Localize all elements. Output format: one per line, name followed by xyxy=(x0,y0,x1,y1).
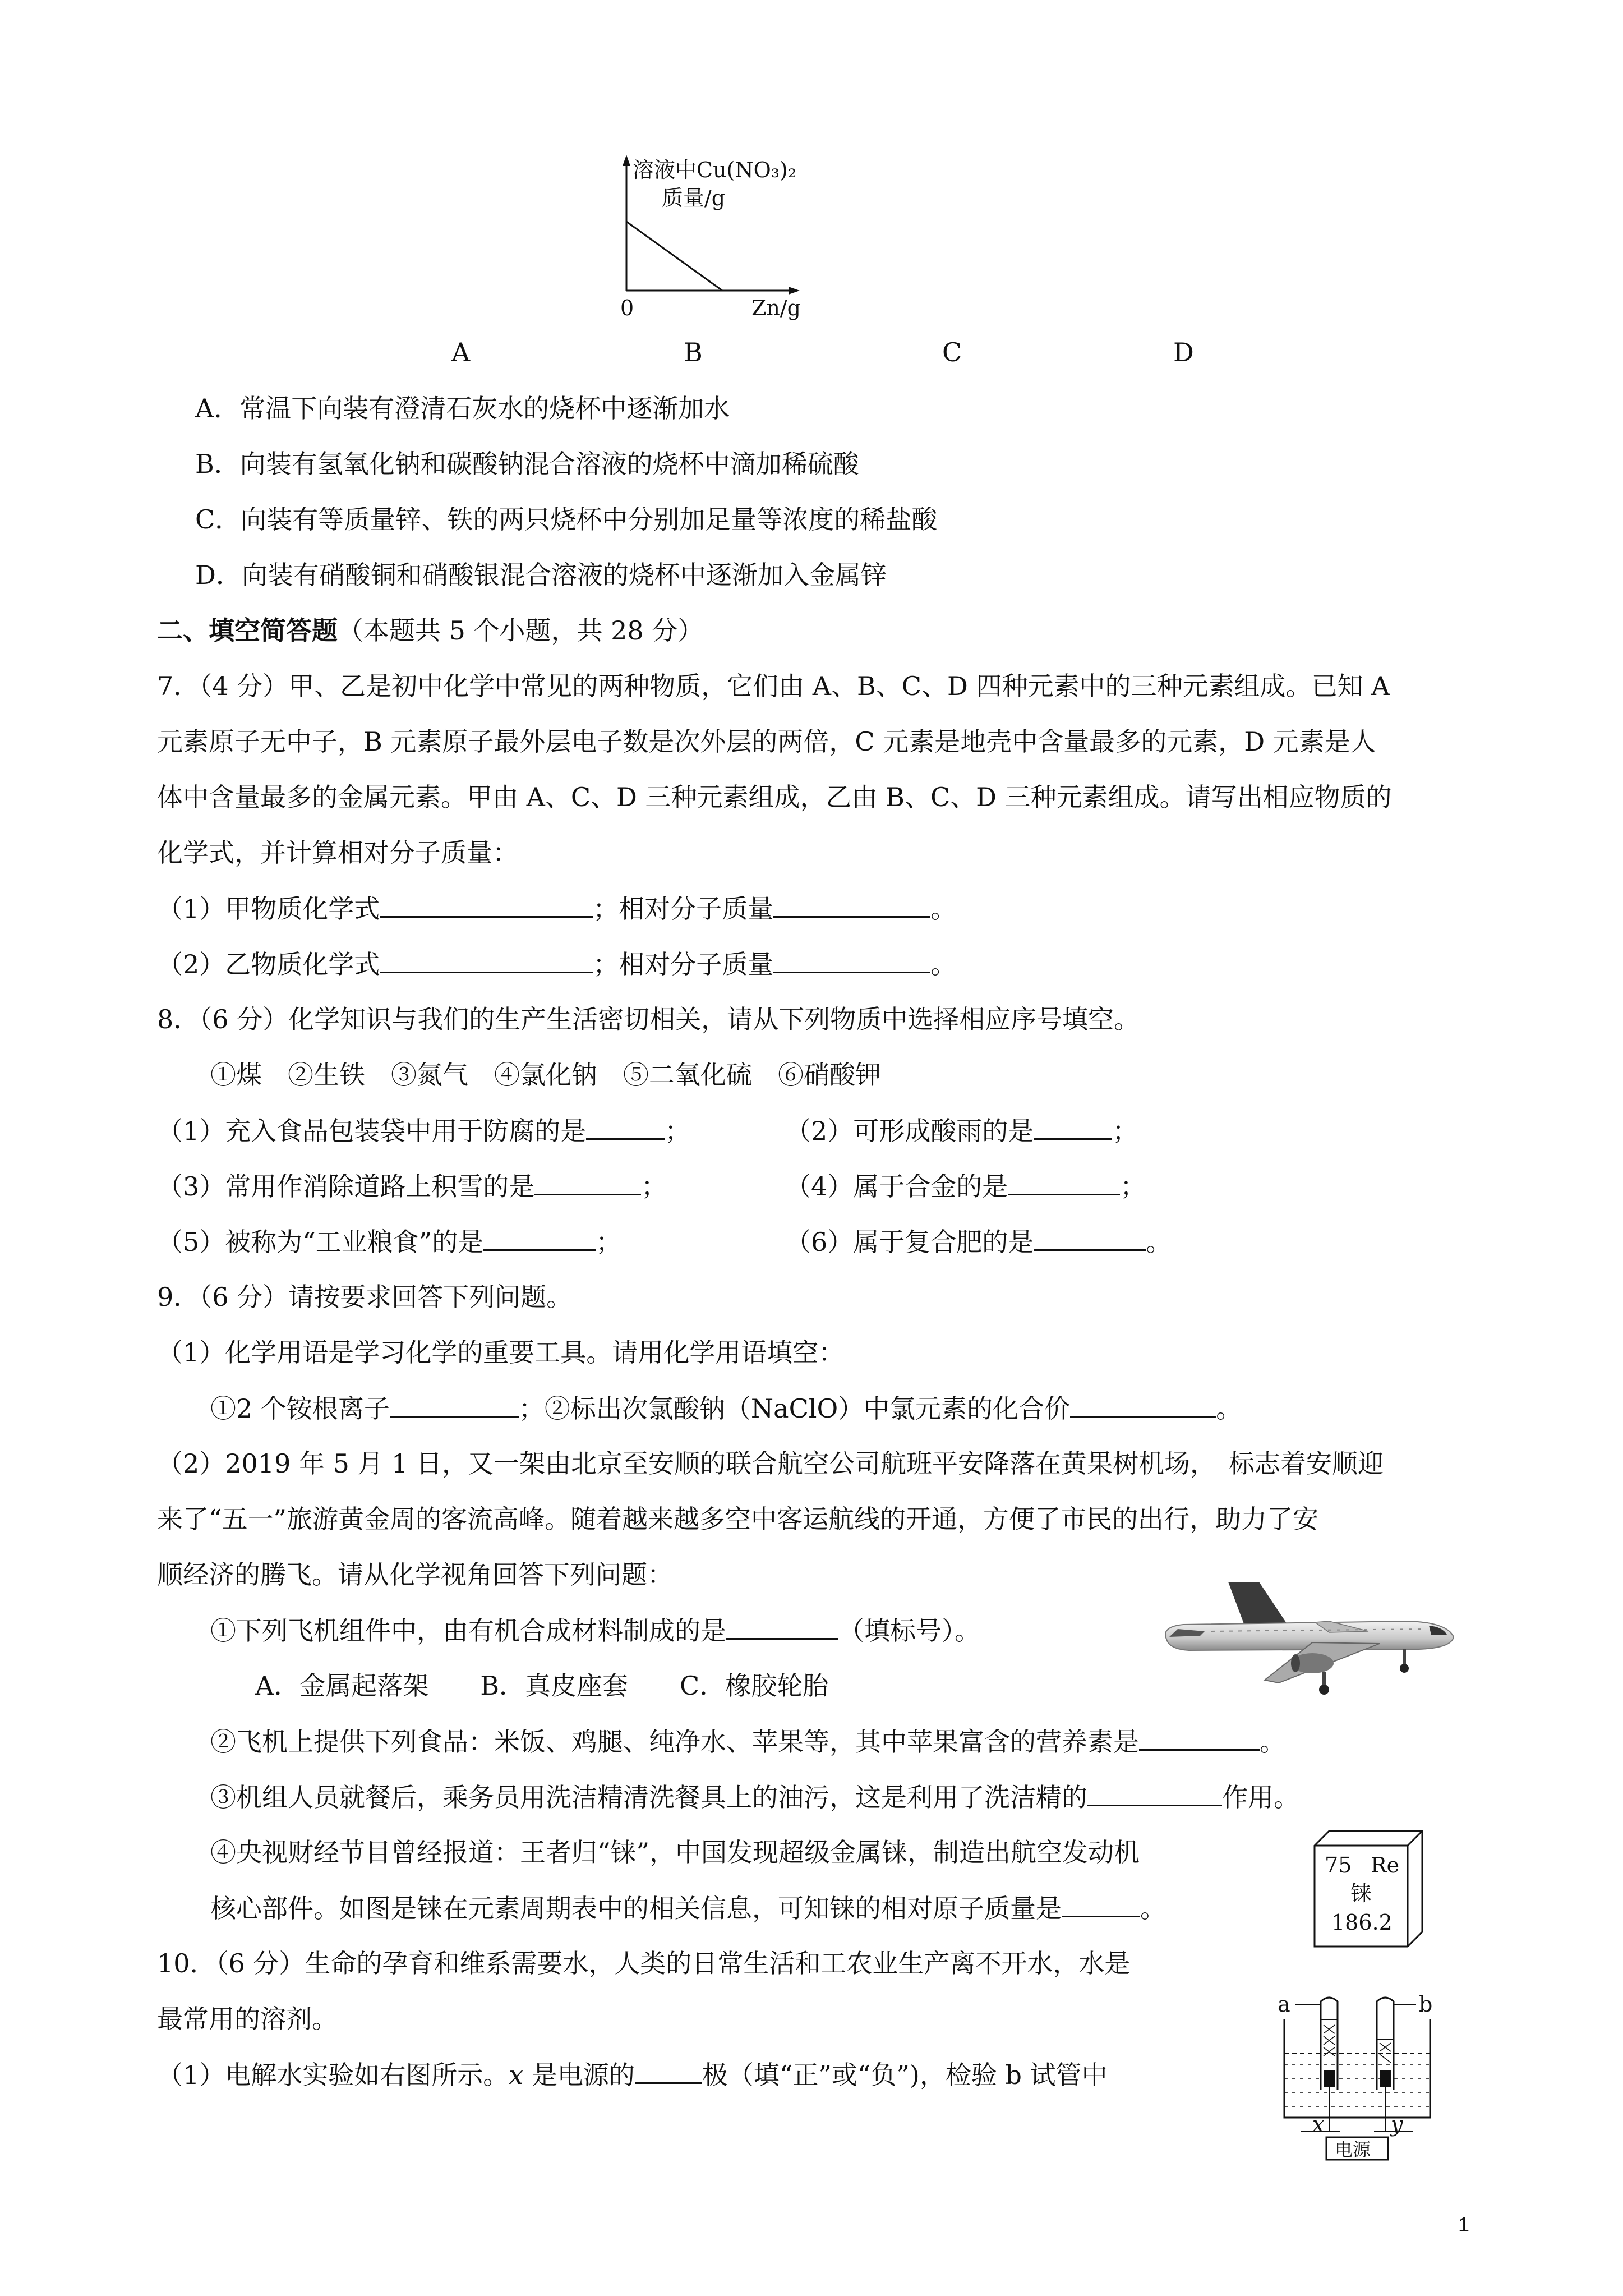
q9-p4-blank[interactable] xyxy=(1062,1891,1140,1917)
q9-p4-line-1: ④央视财经节目曾经报道：王者归“铼”，中国发现超级金属铼，制造出航空发动机 xyxy=(210,1837,1140,1867)
q8-item-6-blank[interactable] xyxy=(1034,1225,1146,1251)
q10-sub1-text-c: 极（填“正”或“负”)，检验 b 试管中 xyxy=(702,2060,1108,2090)
q8-item-2 xyxy=(785,1114,1138,1148)
airplane-image xyxy=(1144,1571,1458,1700)
q9-p3-text: ③机组人员就餐后，乘务员用洗洁精清洗餐具上的油污，这是利用了洗洁精的 xyxy=(210,1782,1087,1812)
q8-line-1: 8．（6 分）化学知识与我们的生产生活密切相关，请从下列物质中选择相应序号填空。 xyxy=(157,1004,1140,1034)
electrolysis-label-a: a xyxy=(1278,1992,1290,2017)
q9-p2-end: 。 xyxy=(1260,1727,1285,1757)
q7-line-1: 7．（4 分）甲、乙是初中化学中常见的两种物质，它们由 A、B、C、D 四种元素中的三种元素组成。已知 A xyxy=(157,671,1390,701)
q9-p1-text: ①下列飞机组件中，由有机合成材料制成的是 xyxy=(210,1616,726,1646)
q7-sub1-formula-blank[interactable] xyxy=(380,891,593,918)
element-mass: 186.2 xyxy=(1331,1910,1393,1935)
section2-title: 二、填空简答题 xyxy=(157,615,338,646)
q9-p2-text: ②飞机上提供下列食品：米饭、鸡腿、纯净水、苹果等，其中苹果富含的营养素是 xyxy=(210,1727,1139,1757)
q10-sub1-x: x xyxy=(509,2060,524,2090)
graph-b-line xyxy=(626,222,722,291)
option-letter-a: A xyxy=(451,337,471,367)
q8-item-5-text: （5）被称为“工业粮食”的是 xyxy=(157,1227,484,1257)
page-number: 1 xyxy=(1458,2213,1470,2236)
graph-b-origin: 0 xyxy=(620,296,634,320)
q9-p1-end: （填标号）。 xyxy=(838,1616,980,1646)
q7-sub1-formula-label: （1）甲物质化学式 xyxy=(157,894,380,924)
q9-p2-blank[interactable] xyxy=(1139,1724,1260,1751)
q7-line-3: 体中含量最多的金属元素。甲由 A、C、D 三种元素组成，乙由 B、C、D 三种元素组成。请写出相应物质的 xyxy=(157,782,1392,812)
q9-p3-end: 作用。 xyxy=(1222,1782,1299,1812)
q7-sub2-end: 。 xyxy=(930,949,957,979)
q8-item-6-end: 。 xyxy=(1146,1227,1172,1257)
q10-sub1-text-a: （1）电解水实验如右图所示。 xyxy=(157,2060,509,2090)
section2-heading xyxy=(157,614,703,647)
q9-p3 xyxy=(210,1780,1299,1814)
q10-line-2: 最常用的溶剂。 xyxy=(157,2004,338,2034)
element-atomic-number: 75 xyxy=(1325,1853,1352,1878)
q9-p4-line-2-text: 核心部件。如图是铼在元素周期表中的相关信息，可知铼的相对原子质量是 xyxy=(210,1893,1062,1924)
q6-option-a: A．常温下向装有澄清石灰水的烧杯中逐渐加水 xyxy=(195,393,730,424)
q8-item-1 xyxy=(157,1114,690,1148)
graph-b-y-label-line1: 溶液中Cu(NO₃)₂ xyxy=(633,158,797,182)
element-name: 铼 xyxy=(1350,1881,1372,1906)
option-letter-d: D xyxy=(1173,337,1194,367)
q9-sub1: （1）化学用语是学习化学的重要工具。请用化学用语填空： xyxy=(157,1337,845,1368)
q9-p4-line-2 xyxy=(210,1891,1166,1925)
q9-sub1-b-text: ；②标出次氯酸钠（NaClO）中氯元素的化合价 xyxy=(518,1393,1071,1424)
q8-item-6-text: （6）属于复合肥的是 xyxy=(785,1227,1034,1257)
graph-b-y-label-line2: 质量/g xyxy=(662,186,726,210)
q9-p4-end: 。 xyxy=(1140,1893,1166,1924)
q9-sub1-a-blank[interactable] xyxy=(390,1391,519,1418)
q9-sub2-line-3: 顺经济的腾飞。请从化学视角回答下列问题： xyxy=(157,1559,673,1590)
q9-sub2-line-1: （2）2019 年 5 月 1 日，又一架由北京至安顺的联合航空公司航班平安降落在黄果树机场， 标志着安顺迎 xyxy=(157,1448,1384,1479)
q9-line-1: 9．（6 分）请按要求回答下列问题。 xyxy=(157,1282,573,1312)
q9-p3-blank[interactable] xyxy=(1087,1780,1222,1806)
q7-sub1-mass-label: ；相对分子质量 xyxy=(593,894,774,924)
q10-line-1: 10．（6 分）生命的孕育和维系需要水，人类的日常生活和工农业生产离不开水，水是 xyxy=(157,1948,1131,1978)
q7-line-4: 化学式，并计算相对分子质量： xyxy=(157,838,518,868)
q8-item-4-end: ； xyxy=(1120,1171,1146,1202)
graph-b-x-label: Zn/g xyxy=(751,296,801,320)
q8-item-3-end: ； xyxy=(641,1171,667,1202)
element-card xyxy=(1312,1829,1424,1949)
electrolysis-power-label: 电源 xyxy=(1335,2139,1371,2160)
q8-item-4-text: （4）属于合金的是 xyxy=(785,1171,1008,1202)
q8-item-2-blank[interactable] xyxy=(1034,1114,1112,1140)
option-letter-b: B xyxy=(684,337,703,367)
q9-sub1-a-text: ①2 个铵根离子 xyxy=(210,1393,390,1424)
q9-p1 xyxy=(210,1613,980,1648)
option-letter-c: C xyxy=(942,337,962,367)
q8-item-4-blank[interactable] xyxy=(1008,1169,1120,1195)
q7-line-2: 元素原子无中子，B 元素原子最外层电子数是次外层的两倍，C 元素是地壳中含量最多的元素，D 元素是人 xyxy=(157,726,1376,757)
q10-sub1 xyxy=(157,2058,1108,2092)
graph-b-x-arrow xyxy=(789,287,800,295)
q7-sub2-mass-label: ；相对分子质量 xyxy=(593,949,774,979)
electrolysis-label-b: b xyxy=(1419,1992,1433,2017)
q7-sub1-end: 。 xyxy=(930,894,957,924)
q10-sub1-blank[interactable] xyxy=(635,2058,702,2084)
q9-p2 xyxy=(210,1724,1285,1759)
q9-p1-blank[interactable] xyxy=(726,1613,838,1640)
q8-item-5-blank[interactable] xyxy=(483,1225,596,1251)
q8-item-3-blank[interactable] xyxy=(534,1169,641,1195)
q6-option-c: C．向装有等质量锌、铁的两只烧杯中分别加足量等浓度的稀盐酸 xyxy=(195,504,938,535)
q9-p1-choices: A．金属起落架 B．真皮座套 C．橡胶轮胎 xyxy=(255,1671,829,1701)
q8-item-2-text: （2）可形成酸雨的是 xyxy=(785,1116,1034,1146)
q9-sub1-end: 。 xyxy=(1216,1393,1242,1424)
section2-note: （本题共 5 个小题，共 28 分） xyxy=(338,615,704,646)
q8-item-1-blank[interactable] xyxy=(586,1114,665,1140)
q6-option-b: B．向装有氢氧化钠和碳酸钠混合溶液的烧杯中滴加稀硫酸 xyxy=(195,449,859,479)
q8-item-2-end: ； xyxy=(1112,1116,1138,1146)
electrolysis-label-x: x xyxy=(1312,2112,1325,2137)
q8-item-4 xyxy=(785,1169,1146,1203)
graph-b-y-arrow xyxy=(623,155,630,166)
q8-item-1-text: （1）充入食品包装袋中用于防腐的是 xyxy=(157,1116,587,1146)
q8-item-1-end: ； xyxy=(665,1116,691,1146)
q10-sub1-text-b: 是电源的 xyxy=(523,2060,635,2090)
q9-sub1-b-blank[interactable] xyxy=(1070,1391,1216,1418)
q7-sub2-mass-blank[interactable] xyxy=(773,947,930,973)
q7-sub2-formula-blank[interactable] xyxy=(380,947,593,973)
element-symbol: Re xyxy=(1371,1853,1400,1878)
q7-sub2-formula-label: （2）乙物质化学式 xyxy=(157,949,380,979)
q8-item-5 xyxy=(157,1225,621,1259)
electrolysis-label-y: y xyxy=(1391,2112,1403,2137)
q9-sub1-items xyxy=(210,1391,1242,1425)
q8-item-3-text: （3）常用作消除道路上积雪的是 xyxy=(157,1171,535,1202)
q7-sub2 xyxy=(157,947,956,981)
q7-sub1-mass-blank[interactable] xyxy=(773,891,930,918)
q7-sub1 xyxy=(157,891,956,926)
q8-item-6 xyxy=(785,1225,1172,1259)
q6-option-d: D．向装有硝酸铜和硝酸银混合溶液的烧杯中逐渐加入金属锌 xyxy=(195,560,887,590)
q8-substances: ①煤 ②生铁 ③氮气 ④氯化钠 ⑤二氧化硫 ⑥硝酸钾 xyxy=(210,1060,881,1090)
q8-item-3 xyxy=(157,1169,667,1203)
q8-item-5-end: ； xyxy=(596,1227,622,1257)
q9-sub2-line-2: 来了“五一”旅游黄金周的客流高峰。随着越来越多空中客运航线的开通，方便了市民的出行，助力了安 xyxy=(157,1504,1319,1534)
